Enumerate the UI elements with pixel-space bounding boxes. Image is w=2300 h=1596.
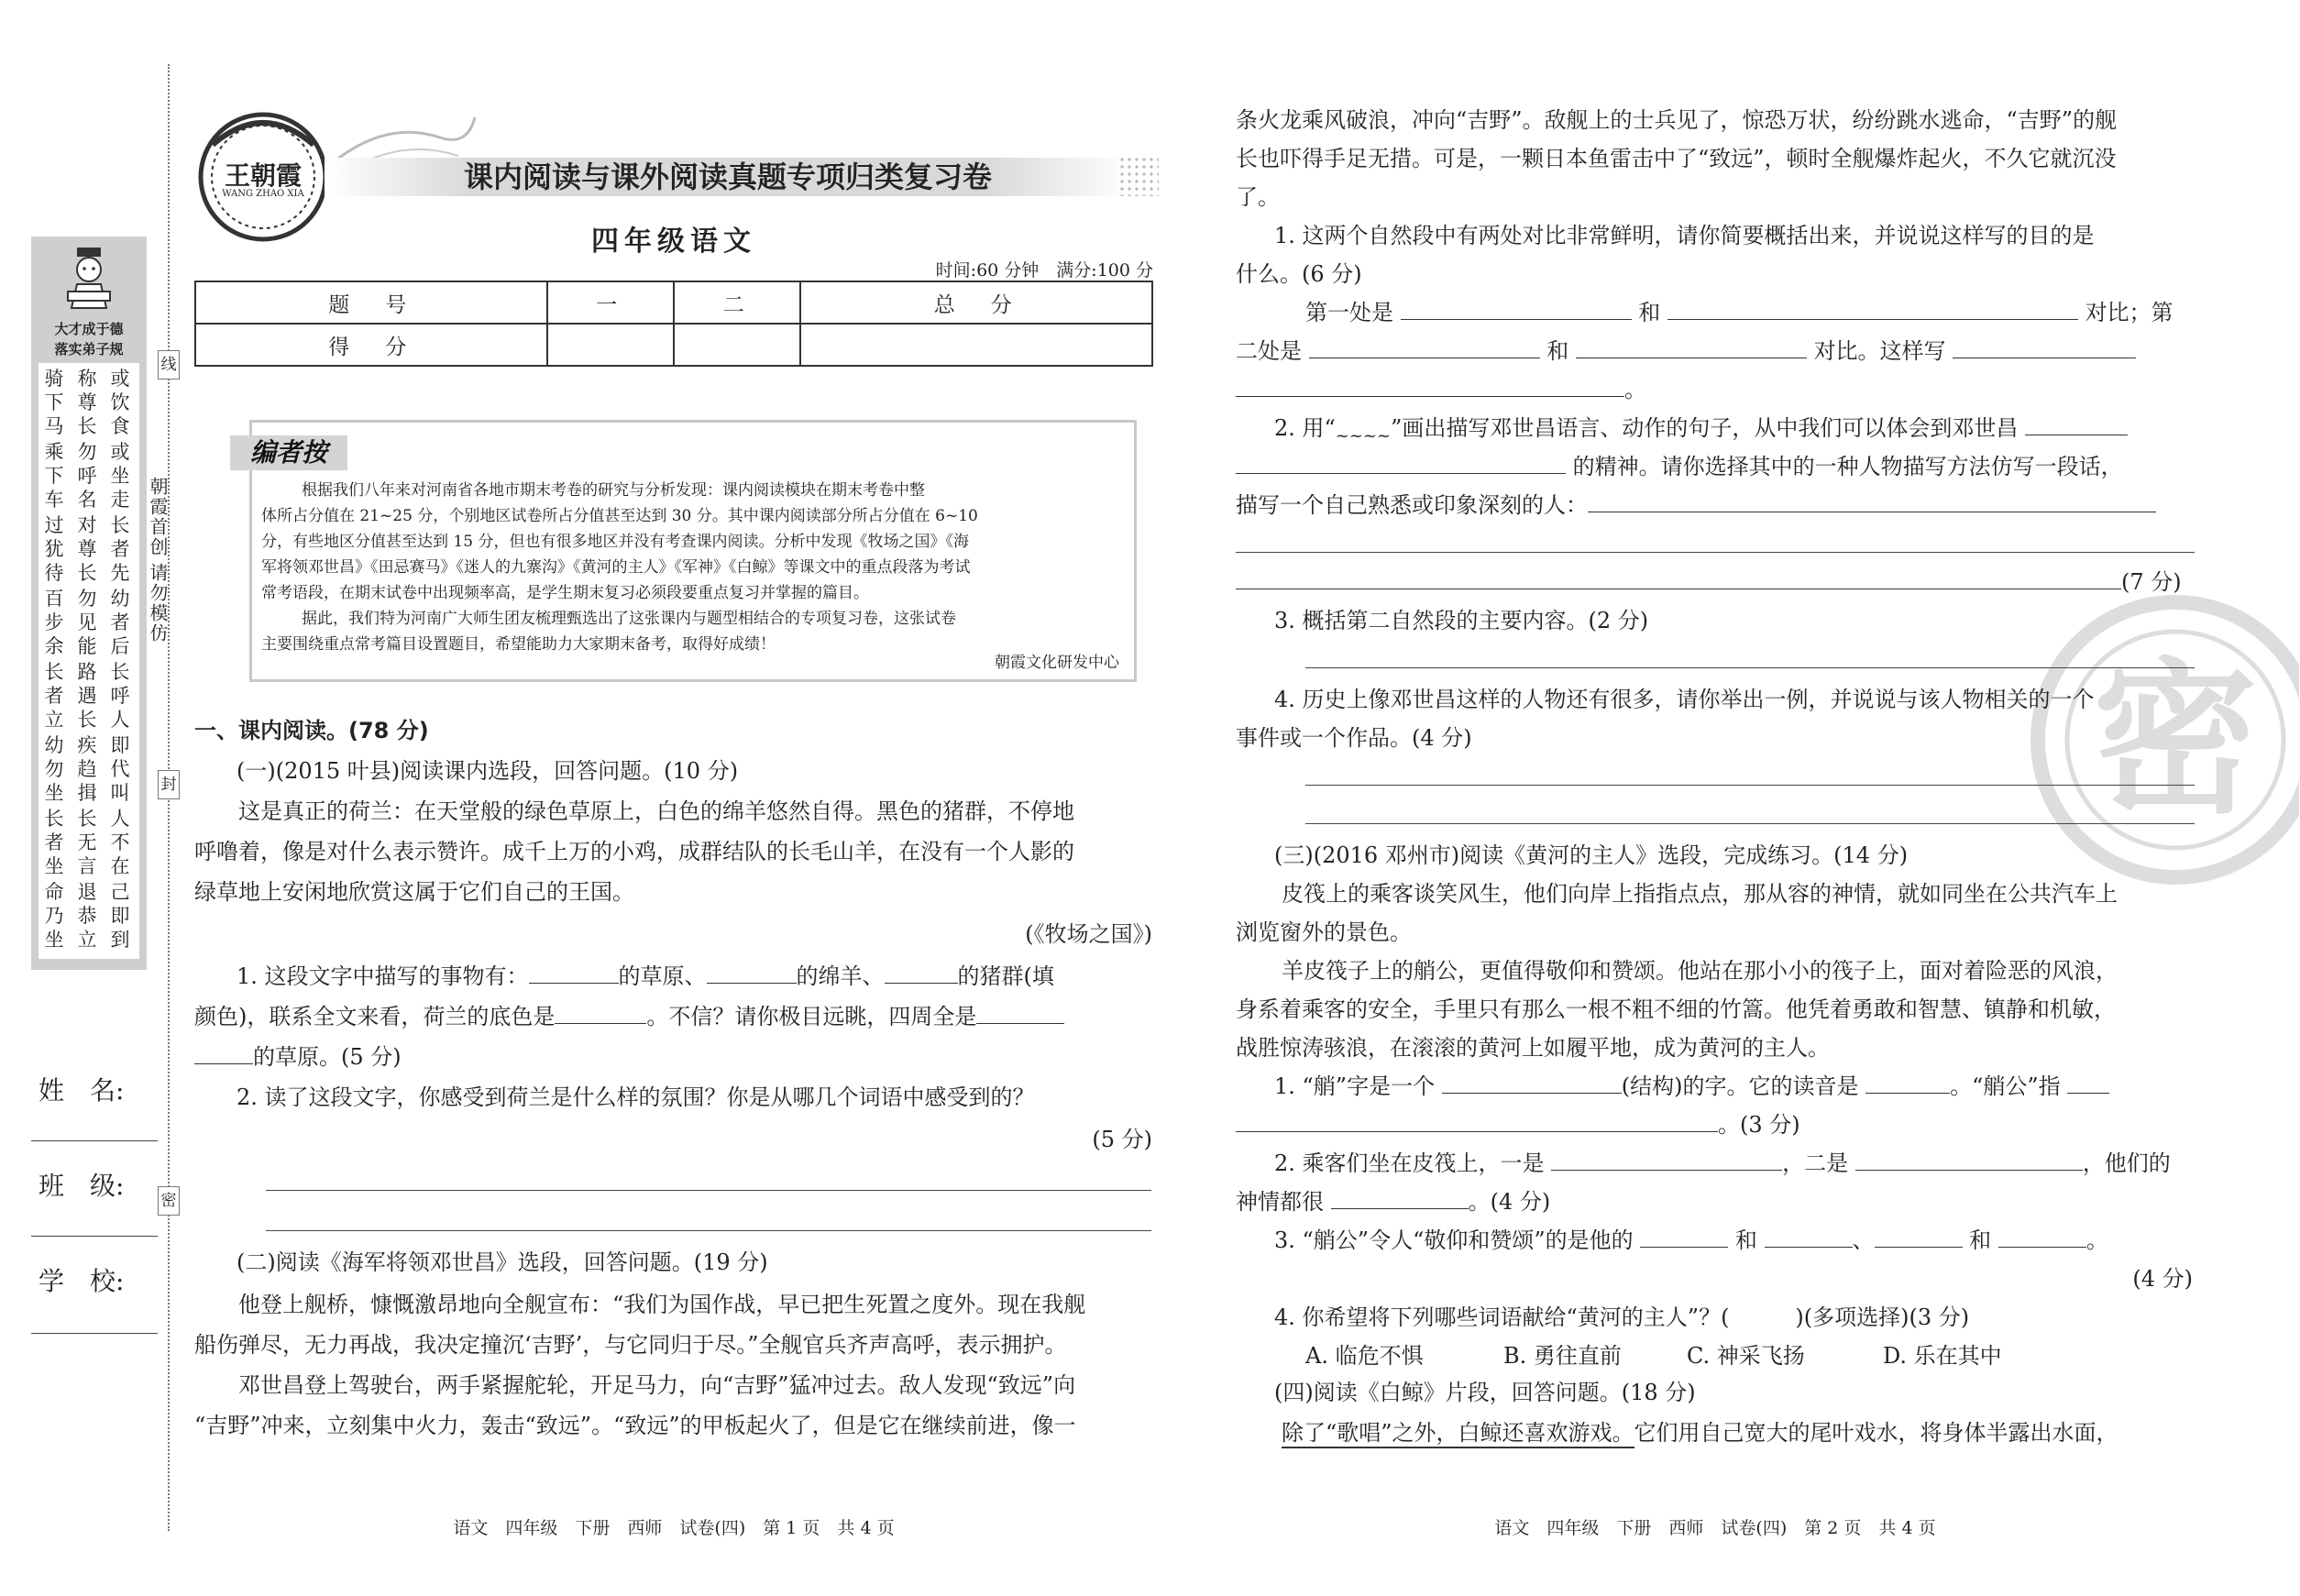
motto-col: 或饮食 — [110, 368, 130, 437]
answer-blank[interactable] — [1875, 1227, 1963, 1248]
motto-col: 路遇长 — [77, 661, 97, 731]
question-line — [1236, 568, 2182, 596]
question-line — [1236, 376, 1646, 403]
question-line — [1274, 1150, 2171, 1177]
passage-text: 战胜惊涛骇浪，在滚滚的黄河上如履平地，成为黄河的主人。 — [1236, 1035, 1830, 1061]
watermark-stamp — [2024, 589, 2299, 891]
passage-source: (《牧场之国》) — [1025, 921, 1152, 947]
passage-text: 它们用自己宽大的尾叶戏水，将身体半露出水面， — [1634, 1420, 2118, 1446]
copyright-note: 请勿模仿 — [147, 563, 169, 644]
answer-line[interactable] — [266, 1190, 1151, 1191]
motto-col: 人不在 — [110, 808, 130, 877]
answer-blank[interactable] — [1667, 299, 2078, 320]
question-line — [237, 963, 1054, 990]
answer-blank[interactable] — [885, 963, 958, 984]
answer-line[interactable] — [1305, 785, 2195, 786]
section-heading: 一、课内阅读。(78 分) — [194, 718, 429, 743]
passage-text-line — [1282, 1419, 2118, 1447]
answer-blank[interactable] — [1309, 337, 1540, 358]
motto-col: 长呼人 — [110, 661, 130, 731]
answer-blank[interactable] — [1855, 1150, 2083, 1171]
question-text: ，二是 — [1782, 1150, 1849, 1176]
question-text: 描写一个自己熟悉或印象深刻的人： — [1236, 492, 1588, 518]
passage-text: 这是真正的荷兰：在天堂般的绿色草原上，白色的绵羊悠然自得。黑色的猪群，不停地 — [238, 798, 1074, 824]
answer-blank[interactable] — [707, 963, 797, 984]
scholar-icon — [62, 246, 116, 310]
answer-line[interactable] — [1305, 823, 2195, 824]
question-text: 4. 历史上像邓世昌这样的人物还有很多，请你举出一例，并说说与该人物相关的一个 — [1274, 687, 2095, 712]
motto-line-2: 落实弟子规 — [54, 341, 124, 358]
score-cell[interactable] — [800, 324, 1152, 366]
passage-title: (二)阅读《海军将领邓世昌》选段，回答问题。(19 分) — [237, 1249, 768, 1275]
question-line — [1236, 491, 2156, 519]
seal-mark: 线 — [158, 350, 180, 380]
choice-option[interactable]: B. 勇往直前 — [1503, 1343, 1622, 1369]
score-header-cell: 题 号 — [195, 281, 547, 324]
passage-title: (四)阅读《白鲸》片段，回答问题。(18 分) — [1274, 1380, 1696, 1405]
editor-note-box — [249, 420, 1137, 682]
question-text: 和 — [1734, 1227, 1757, 1253]
editor-note-line: 主要围绕重点常考篇目设置题目，希望能助力大家期末备考，取得好成绩！ — [261, 635, 776, 654]
score-header-cell: 一 — [547, 281, 674, 324]
brand-logo-sub: WANG ZHAO XIA — [222, 189, 304, 199]
question-text: 。 — [2085, 1227, 2108, 1253]
answer-blank[interactable] — [1588, 491, 2156, 512]
answer-line[interactable] — [266, 1230, 1151, 1231]
brand-logo-text: 王朝霞 — [224, 160, 302, 191]
editor-note-title: 编者按 — [230, 435, 347, 470]
answer-blank[interactable] — [1236, 453, 1566, 474]
copyright-note: 朝霞首创 — [147, 477, 169, 557]
passage-text: 羊皮筏子上的艄公，更值得敬仰和赞颂。他站在那小小的筏子上，面对着险恶的风浪， — [1282, 958, 2118, 984]
choice-option[interactable]: A. 临危不惧 — [1305, 1343, 1424, 1369]
motto-col: 勿见能 — [77, 588, 97, 657]
motto-col: 百步余 — [44, 588, 64, 657]
motto-col: 长无言 — [77, 808, 97, 877]
passage-text: 长也吓得手足无措。可是，一颗日本鱼雷击中了“致远”，顿时全舰爆炸起火，不久它就沉没 — [1236, 146, 2117, 171]
passage-text: 呼噜着，像是对什么表示赞许。成千上万的小鸡，成群结队的长毛山羊，在没有一个人影的 — [194, 839, 1074, 864]
question-text: 什么。(6 分) — [1236, 261, 1362, 287]
question-text: 1. 这段文字中描写的事物有： — [237, 963, 529, 989]
motto-col: 乘下车 — [44, 441, 64, 511]
school-label: 学 校: — [39, 1266, 125, 1296]
question-line — [1305, 299, 2173, 326]
answer-blank[interactable] — [1401, 299, 1632, 320]
motto-col: 勿呼名 — [77, 441, 97, 511]
name-label: 姓 名: — [39, 1075, 125, 1106]
score-table-header-row — [195, 281, 1152, 324]
score-cell[interactable] — [674, 324, 800, 366]
answer-line[interactable] — [1305, 667, 2195, 668]
answer-blank[interactable] — [2067, 1073, 2109, 1094]
passage-text: 了。 — [1236, 184, 1280, 210]
question-text: 。 — [1624, 377, 1646, 402]
class-field[interactable] — [31, 1236, 158, 1237]
choice-option[interactable]: C. 神采飞扬 — [1687, 1343, 1805, 1369]
question-text: 的草原。(5 分) — [253, 1044, 402, 1070]
question-score: (7 分) — [2121, 569, 2182, 595]
question-text: 3. “艄公”令人“敬仰和赞颂”的是他的 — [1274, 1227, 1634, 1253]
answer-blank[interactable] — [1953, 337, 2136, 358]
editor-note-line: 据此，我们特为河南广大师生团友梳理甄选出了这张课内与题型相结合的专项复习卷，这张试卷 — [302, 610, 956, 628]
answer-blank[interactable] — [1236, 1111, 1718, 1132]
question-score: (4 分) — [2132, 1266, 2193, 1292]
question-text: 。(4 分) — [1468, 1189, 1551, 1215]
answer-blank[interactable] — [2025, 414, 2128, 435]
score-header-cell: 二 — [674, 281, 800, 324]
editor-note-line: 军将领邓世昌》《田忌赛马》《迷人的九寨沟》《黄河的主人》《军神》《白鲸》等课文中的重点段落为考试 — [261, 558, 971, 577]
question-line — [1274, 414, 2128, 450]
passage-text: 船伤弹尽，无力再战，我决定撞沉‘吉野’，与它同归于尽。”全舰官兵齐声高呼，表示拥护。 — [194, 1332, 1067, 1358]
question-text: 的绵羊、 — [796, 963, 885, 989]
answer-blank[interactable] — [1765, 1227, 1853, 1248]
question-text: 2. 乘客们坐在皮筏上，一是 — [1274, 1150, 1545, 1176]
choice-option[interactable]: D. 乐在其中 — [1883, 1343, 2002, 1369]
name-field[interactable] — [31, 1140, 158, 1141]
motto-col: 称尊长 — [77, 368, 97, 437]
exam-title: 课内阅读与课外阅读真题专项归类复习卷 — [463, 160, 992, 194]
question-text: 2. 用“ — [1274, 415, 1336, 441]
motto-col: 骑下马 — [44, 368, 64, 437]
score-cell[interactable] — [547, 324, 674, 366]
question-text: 第一处是 — [1305, 300, 1393, 325]
motto-line-1: 大才成于德 — [54, 321, 124, 337]
school-field[interactable] — [31, 1333, 158, 1334]
editor-note-line: 分，有些地区分值甚至达到 15 分，但也有很多地区并没有考查课内阅读。分析中发现《牧场之国》《海 — [261, 533, 969, 551]
underlined-sentence: 除了“歌唱”之外，白鲸还喜欢游戏。 — [1282, 1420, 1634, 1448]
motto-col: 命乃坐 — [44, 881, 64, 951]
question-line — [194, 1043, 402, 1071]
editor-note-signature: 朝霞文化研发中心 — [995, 654, 1119, 672]
question-text: 2. 读了这段文字，你感受到荷兰是什么样的氛围？你是从哪几个词语中感受到的？ — [237, 1084, 1035, 1110]
class-label: 班 级: — [39, 1171, 125, 1201]
answer-blank[interactable] — [976, 1003, 1064, 1024]
motto-text-box — [39, 363, 139, 959]
question-text: 和 — [1638, 300, 1661, 325]
question-text: 。(3 分) — [1718, 1112, 1800, 1138]
question-text: 3. 概括第二自然段的主要内容。(2 分) — [1274, 608, 1649, 633]
question-text: 1. 这两个自然段中有两处对比非常鲜明，请你简要概括出来，并说说这样写的目的是 — [1274, 223, 2095, 248]
question-line — [1274, 1227, 2108, 1254]
question-text: 神情都很 — [1236, 1189, 1324, 1215]
passage-text: 皮筏上的乘客谈笑风生，他们向岸上指指点点，那从容的神情，就如同坐在公共汽车上 — [1282, 881, 2118, 907]
answer-blank[interactable] — [1998, 1227, 2086, 1248]
question-text: 事件或一个作品。(4 分) — [1236, 725, 1472, 751]
question-text: 和 — [1969, 1227, 1992, 1253]
motto-col: 或坐走 — [110, 441, 130, 511]
answer-blank[interactable] — [1236, 376, 1624, 397]
question-line — [1236, 1188, 1550, 1216]
page-footer: 语文 四年级 下册 西师 试卷(四) 第 1 页 共 4 页 — [453, 1518, 895, 1538]
answer-blank[interactable] — [1640, 1227, 1728, 1248]
motto-col: 长者先 — [110, 514, 130, 584]
editor-note-line: 体所占分值在 21~25 分，个别地区试卷所占分值甚至达到 30 分。其中课内阅读部分所占分值在 6~10 — [261, 507, 978, 525]
passage-title: (三)(2016 邓州市)阅读《黄河的主人》选段，完成练习。(14 分) — [1274, 842, 1909, 868]
passage-text: 浏览窗外的景色。 — [1236, 919, 1412, 945]
question-text: 的精神。请你选择其中的一种人物描写方法仿写一段话， — [1572, 454, 2123, 479]
question-text: 对比。这样写 — [1813, 338, 1946, 364]
score-row-label: 得 分 — [195, 324, 547, 366]
question-score: (5 分) — [1092, 1127, 1152, 1152]
seal-mark: 封 — [158, 770, 180, 799]
motto-col: 长者坐 — [44, 808, 64, 877]
passage-text: “吉野”冲来，立刻集中火力，轰击“致远”。“致远”的甲板起火了，但是它在继续前进，像一 — [194, 1413, 1076, 1438]
question-line — [1236, 453, 2123, 480]
score-header-cell: 总 分 — [800, 281, 1152, 324]
editor-note-line: 根据我们八年来对河南省各地市期末考卷的研究与分析发现：课内阅读模块在期末考卷中整 — [302, 481, 925, 500]
passage-text: 他登上舰桥，慷慨激昂地向全舰宣布：“我们为国作战，早已把生死置之度外。现在我舰 — [238, 1292, 1086, 1317]
motto-col: 过犹待 — [44, 514, 64, 584]
question-text: 颜色)，联系全文来看，荷兰的底色是 — [194, 1004, 556, 1029]
question-text: 。“艄公”指 — [1950, 1073, 2061, 1099]
question-text: ，他们的 — [2082, 1150, 2171, 1176]
watermark-char: 密 — [2092, 643, 2258, 836]
motto-col: 幼勿坐 — [44, 734, 64, 804]
motto-col: 即代叫 — [110, 734, 130, 804]
question-text: ”画出描写邓世昌语言、动作的句子，从中我们可以体会到邓世昌 — [1391, 415, 2019, 441]
motto-col: 退恭立 — [77, 881, 97, 951]
question-text: 。不信？请你极目远眺，四周全是 — [646, 1004, 977, 1029]
question-text: 和 — [1546, 338, 1569, 364]
answer-blank[interactable] — [555, 1003, 646, 1024]
passage-text: 身系着乘客的安全，手里只有那么一根不粗不细的竹篙。他凭着勇敢和智慧、镇静和机敏， — [1236, 996, 2116, 1022]
question-text: 4. 你希望将下列哪些词语献给“黄河的主人”？( )(多项选择)(3 分) — [1274, 1304, 1970, 1330]
passage-text: 条火龙乘风破浪，冲向“吉野”。敌舰上的士兵见了，惊恐万状，纷纷跳水逃命，“吉野”的舰 — [1236, 107, 2118, 133]
answer-blank[interactable] — [1865, 1073, 1950, 1094]
score-table — [194, 281, 1153, 367]
seal-mark: 密 — [158, 1186, 180, 1216]
question-line — [1236, 337, 2136, 365]
question-line — [1274, 1073, 2109, 1100]
wavy-line-icon: ~~~~ — [1335, 426, 1392, 446]
question-text: 对比；第 — [2085, 300, 2173, 325]
motto-panel — [31, 237, 147, 970]
time-info: 时间:60 分钟 满分:100 分 — [935, 260, 1153, 281]
question-text: 的草原、 — [618, 963, 707, 989]
passage-title: (一)(2015 叶县)阅读课内选段，回答问题。(10 分) — [237, 758, 739, 784]
score-table-score-row — [195, 324, 1152, 366]
passage-text: 绿草地上安闲地欣赏这属于它们自己的王国。 — [194, 879, 634, 905]
motto-col: 幼者后 — [110, 588, 130, 657]
question-text: 1. “艄”字是一个 — [1274, 1073, 1436, 1099]
answer-line[interactable] — [1236, 552, 2195, 553]
passage-text: 邓世昌登上驾驶台，两手紧握舵轮，开足马力，向“吉野”猛冲过去。敌人发现“致远”向 — [238, 1372, 1076, 1398]
answer-blank[interactable] — [1576, 337, 1807, 358]
question-line — [194, 1003, 1064, 1030]
question-text: 、 — [1852, 1227, 1875, 1253]
answer-blank[interactable] — [529, 963, 619, 984]
motto-col: 对尊长 — [77, 514, 97, 584]
answer-blank[interactable] — [1442, 1073, 1622, 1094]
answer-blank[interactable] — [1551, 1150, 1782, 1171]
editor-note-line: 常考语段，在期末试卷中出现频率高，是学生期末复习必须段要重点复习并掌握的篇目。 — [261, 584, 869, 602]
exam-subtitle: 四年级语文 — [591, 226, 756, 258]
answer-blank[interactable] — [194, 1043, 253, 1064]
answer-blank[interactable] — [1331, 1188, 1469, 1209]
page-footer: 语文 四年级 下册 西师 试卷(四) 第 2 页 共 4 页 — [1494, 1518, 1936, 1538]
motto-col: 己即到 — [110, 881, 130, 951]
motto-col: 疾趋揖 — [77, 734, 97, 804]
answer-blank[interactable] — [1236, 568, 2121, 589]
question-text: 二处是 — [1236, 338, 1302, 364]
question-line — [1236, 1111, 1800, 1139]
question-text: (结构)的字。它的读音是 — [1621, 1073, 1859, 1099]
motto-col: 长者立 — [44, 661, 64, 731]
question-text: 的猪群(填 — [957, 963, 1054, 989]
